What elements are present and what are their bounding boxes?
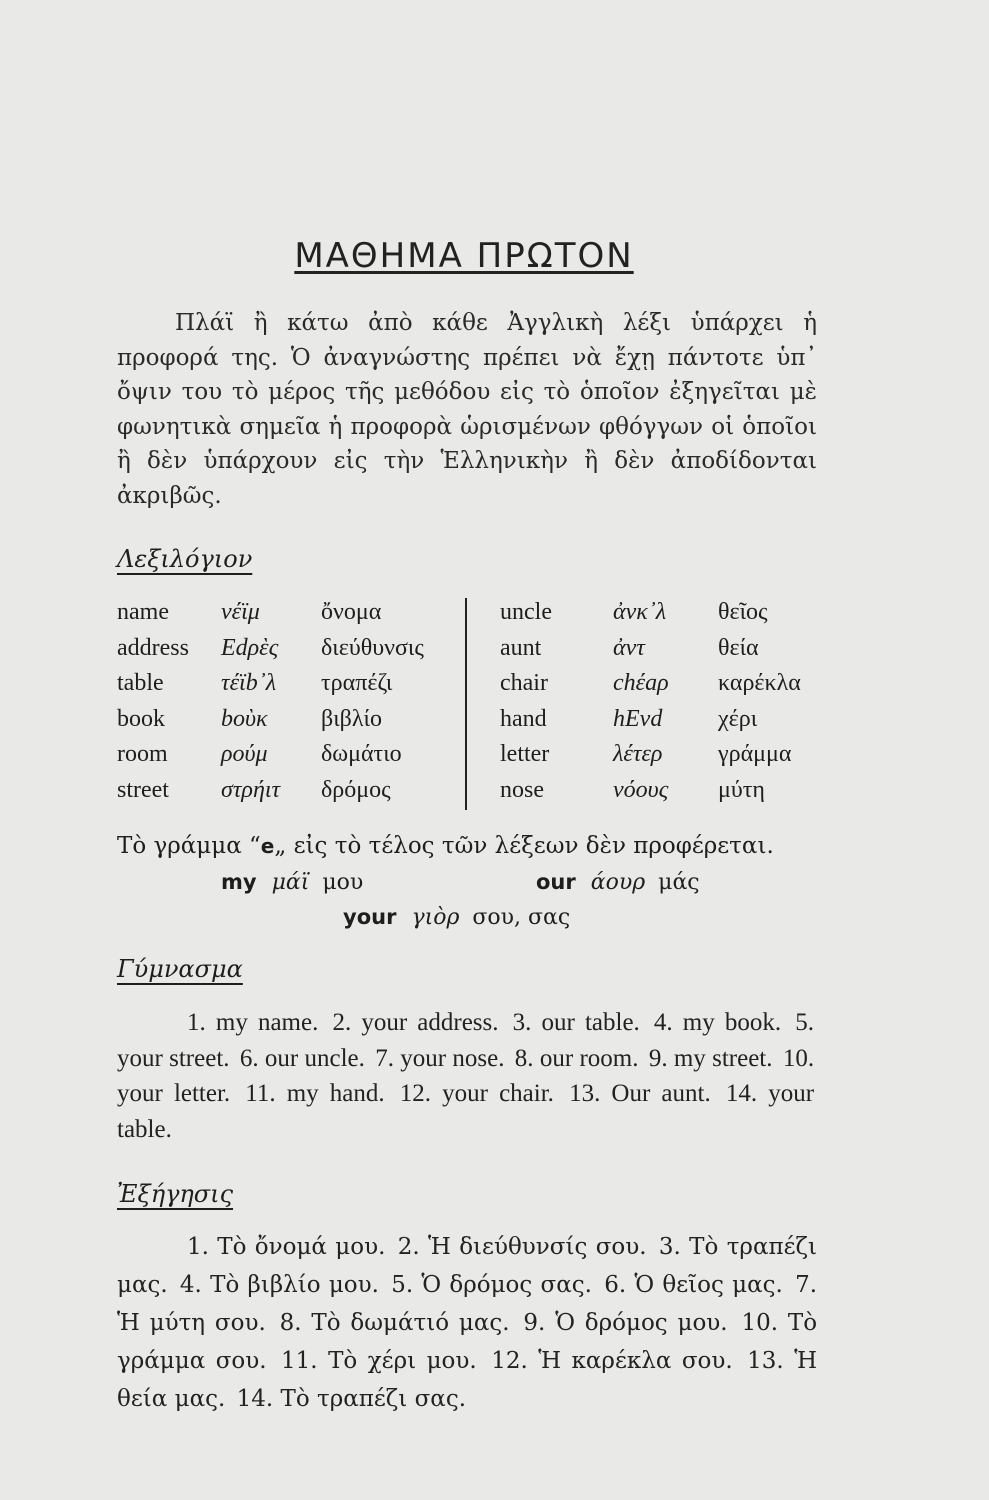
possessive-pronunciation: άουρ xyxy=(590,870,646,895)
page-title: ΜΑΘΗΜΑ ΠΡΩΤΟΝ xyxy=(294,236,634,276)
explanation-item: 8. Τὸ δωμάτιό μας. xyxy=(279,1310,510,1336)
vocab-english: nose xyxy=(500,776,544,803)
vocab-row xyxy=(500,737,858,773)
vocab-greek: μύτη xyxy=(718,776,765,803)
vocab-pronunciation: τέϊb᾽λ xyxy=(221,670,277,697)
vocab-english: table xyxy=(117,670,164,697)
note-text-after: „ εἰς τὸ τέλος τῶν λέξεων δὲν προφέρεται. xyxy=(274,833,774,859)
vocab-row xyxy=(117,773,461,809)
vocab-row xyxy=(117,595,461,631)
possessive-english: my xyxy=(221,870,257,894)
vocab-greek: βιβλίο xyxy=(321,705,382,732)
vocab-pronunciation: λέτερ xyxy=(613,741,663,768)
possessive-our xyxy=(536,870,700,895)
vocab-english: address xyxy=(117,634,189,661)
vocab-english: name xyxy=(117,599,169,626)
explanation-item: 13. Ἡ θεία μας. xyxy=(117,1348,818,1412)
vocab-english: letter xyxy=(500,741,550,768)
vocab-row xyxy=(117,631,461,667)
vocab-pronunciation: Edρὲς xyxy=(221,634,279,661)
exercise-item: 11. my hand. xyxy=(245,1080,385,1107)
vocab-greek: καρέκλα xyxy=(718,670,801,697)
possessive-greek: μάς xyxy=(658,870,700,895)
explanation-item: 2. Ἡ διεύθυνσίς σου. xyxy=(397,1234,647,1260)
vocab-english: chair xyxy=(500,670,548,697)
vocab-row xyxy=(500,702,858,738)
exercise-item: 1. my name. xyxy=(187,1009,319,1036)
exercise-item: 12. your chair. xyxy=(399,1080,554,1107)
explanation-heading: Ἐξήγησις xyxy=(117,1180,234,1208)
possessive-greek: μου xyxy=(322,870,364,895)
explanation-item: 6. Ὁ θεῖος μας. xyxy=(604,1272,783,1298)
exercise-item: 6. our uncle. xyxy=(239,1044,365,1072)
vocab-row xyxy=(117,702,461,738)
vocab-row xyxy=(117,666,461,702)
exercise-item: 13. Our aunt. xyxy=(569,1080,711,1107)
vocab-greek: δρόμος xyxy=(321,776,391,803)
vocab-row xyxy=(500,773,858,809)
vocab-greek: θεία xyxy=(718,634,759,661)
explanation-item: 4. Τὸ βιβλίο μου. xyxy=(179,1272,379,1298)
possessive-greek: σου, σας xyxy=(472,905,571,930)
vocab-pronunciation: νόους xyxy=(613,776,669,803)
vocab-pronunciation: στρήιτ xyxy=(221,776,281,803)
possessive-pronunciation: γιὸρ xyxy=(411,905,460,930)
vocab-english: street xyxy=(117,776,169,803)
explanation-list xyxy=(117,1228,817,1418)
vocab-greek: τραπέζι xyxy=(321,670,393,697)
vocab-pronunciation: ρούμ xyxy=(221,741,268,768)
exercise-item: 8. our room. xyxy=(514,1044,639,1072)
note-letter: e xyxy=(260,834,275,858)
vocab-pronunciation: ἀντ xyxy=(613,634,645,661)
vocab-english: book xyxy=(117,705,165,732)
vocab-pronunciation: νέϊμ xyxy=(221,599,260,626)
explanation-item: 7. Ἡ μύτη σου. xyxy=(117,1272,818,1336)
vocab-english: hand xyxy=(500,705,547,732)
vocab-greek: ὄνομα xyxy=(321,599,382,626)
possessive-english: our xyxy=(536,870,576,894)
explanation-item: 11. Τὸ χέρι μου. xyxy=(281,1348,477,1374)
vocab-greek: χέρι xyxy=(718,705,758,732)
vocab-pronunciation: chέaρ xyxy=(613,670,669,697)
possessive-your xyxy=(343,905,570,930)
explanation-item: 3. Τὸ τραπέζι μας. xyxy=(117,1234,817,1298)
silent-e-note xyxy=(117,833,837,859)
vocab-english: aunt xyxy=(500,634,542,661)
vocab-pronunciation: bοὺκ xyxy=(221,705,268,732)
vocabulary-heading: Λεξιλόγιον xyxy=(117,545,253,573)
exercise-item: 2. your address. xyxy=(332,1009,499,1036)
vocab-pronunciation: ἀνκ᾽λ xyxy=(613,599,667,626)
vocab-greek: δωμάτιο xyxy=(321,741,402,768)
vocab-greek: θεῖος xyxy=(718,599,768,626)
possessive-my xyxy=(221,870,363,895)
column-divider xyxy=(465,598,467,810)
note-text-before: Τὸ γράμμα “ xyxy=(117,833,261,859)
explanation-item: 9. Ὁ δρόμος μου. xyxy=(523,1310,728,1336)
possessive-english: your xyxy=(343,905,397,929)
vocab-row xyxy=(500,666,858,702)
explanation-item: 1. Τὸ ὄνομά μου. xyxy=(187,1234,386,1260)
exercise-item: 4. my book. xyxy=(653,1009,782,1036)
vocab-greek: γράμμα xyxy=(718,741,792,768)
vocab-row xyxy=(117,737,461,773)
exercise-item: 7. your nose. xyxy=(375,1044,505,1072)
exercise-heading: Γύμνασμα xyxy=(117,955,243,983)
exercise-item: 14. your table. xyxy=(117,1080,815,1143)
vocabulary-right-column xyxy=(500,595,858,808)
exercise-item: 10. your letter. xyxy=(117,1044,815,1107)
vocab-english: uncle xyxy=(500,599,552,626)
explanation-item: 14. Τὸ τραπέζι σας. xyxy=(236,1386,467,1412)
exercise-item: 5. your street. xyxy=(117,1009,814,1072)
explanation-item: 12. Ἡ καρέκλα σου. xyxy=(491,1348,733,1374)
exercise-item: 3. our table. xyxy=(512,1009,640,1036)
explanation-item: 10. Τὸ γράμμα σου. xyxy=(117,1310,818,1374)
vocab-row xyxy=(500,631,858,667)
exercise-list xyxy=(117,1005,814,1147)
vocab-english: room xyxy=(117,741,168,768)
explanation-item: 5. Ὁ δρόμος σας. xyxy=(391,1272,592,1298)
vocab-row xyxy=(500,595,858,631)
exercise-item: 9. my street. xyxy=(648,1044,773,1072)
intro-paragraph: Πλάϊ ἢ κάτω ἀπὸ κάθε Ἀγγλικὴ λέξι ὑπάρχει ἡ προφορά της. Ὁ ἀναγνώστης πρέπει νὰ ἔχῃ πάντοτε ὑπ᾽ ὄψιν του τὸ μέρος τῆς μεθόδου εἰς τὸ ὁποῖον ἐξηγεῖται μὲ φωνητικὰ σημεῖα ἡ προφορὰ ὡρισμένων φθόγγων οἱ ὁποῖοι ἢ δὲν ὑπάρχουν εἰς τὴν Ἑλληνικὴν ἢ δὲν ἀποδίδονται ἀκριβῶς. xyxy=(117,310,817,509)
possessive-pronunciation: μάϊ xyxy=(271,870,310,895)
vocabulary-left-column xyxy=(117,595,461,808)
vocab-greek: διεύθυνσις xyxy=(321,634,424,661)
vocab-pronunciation: hΕνd xyxy=(613,705,663,732)
